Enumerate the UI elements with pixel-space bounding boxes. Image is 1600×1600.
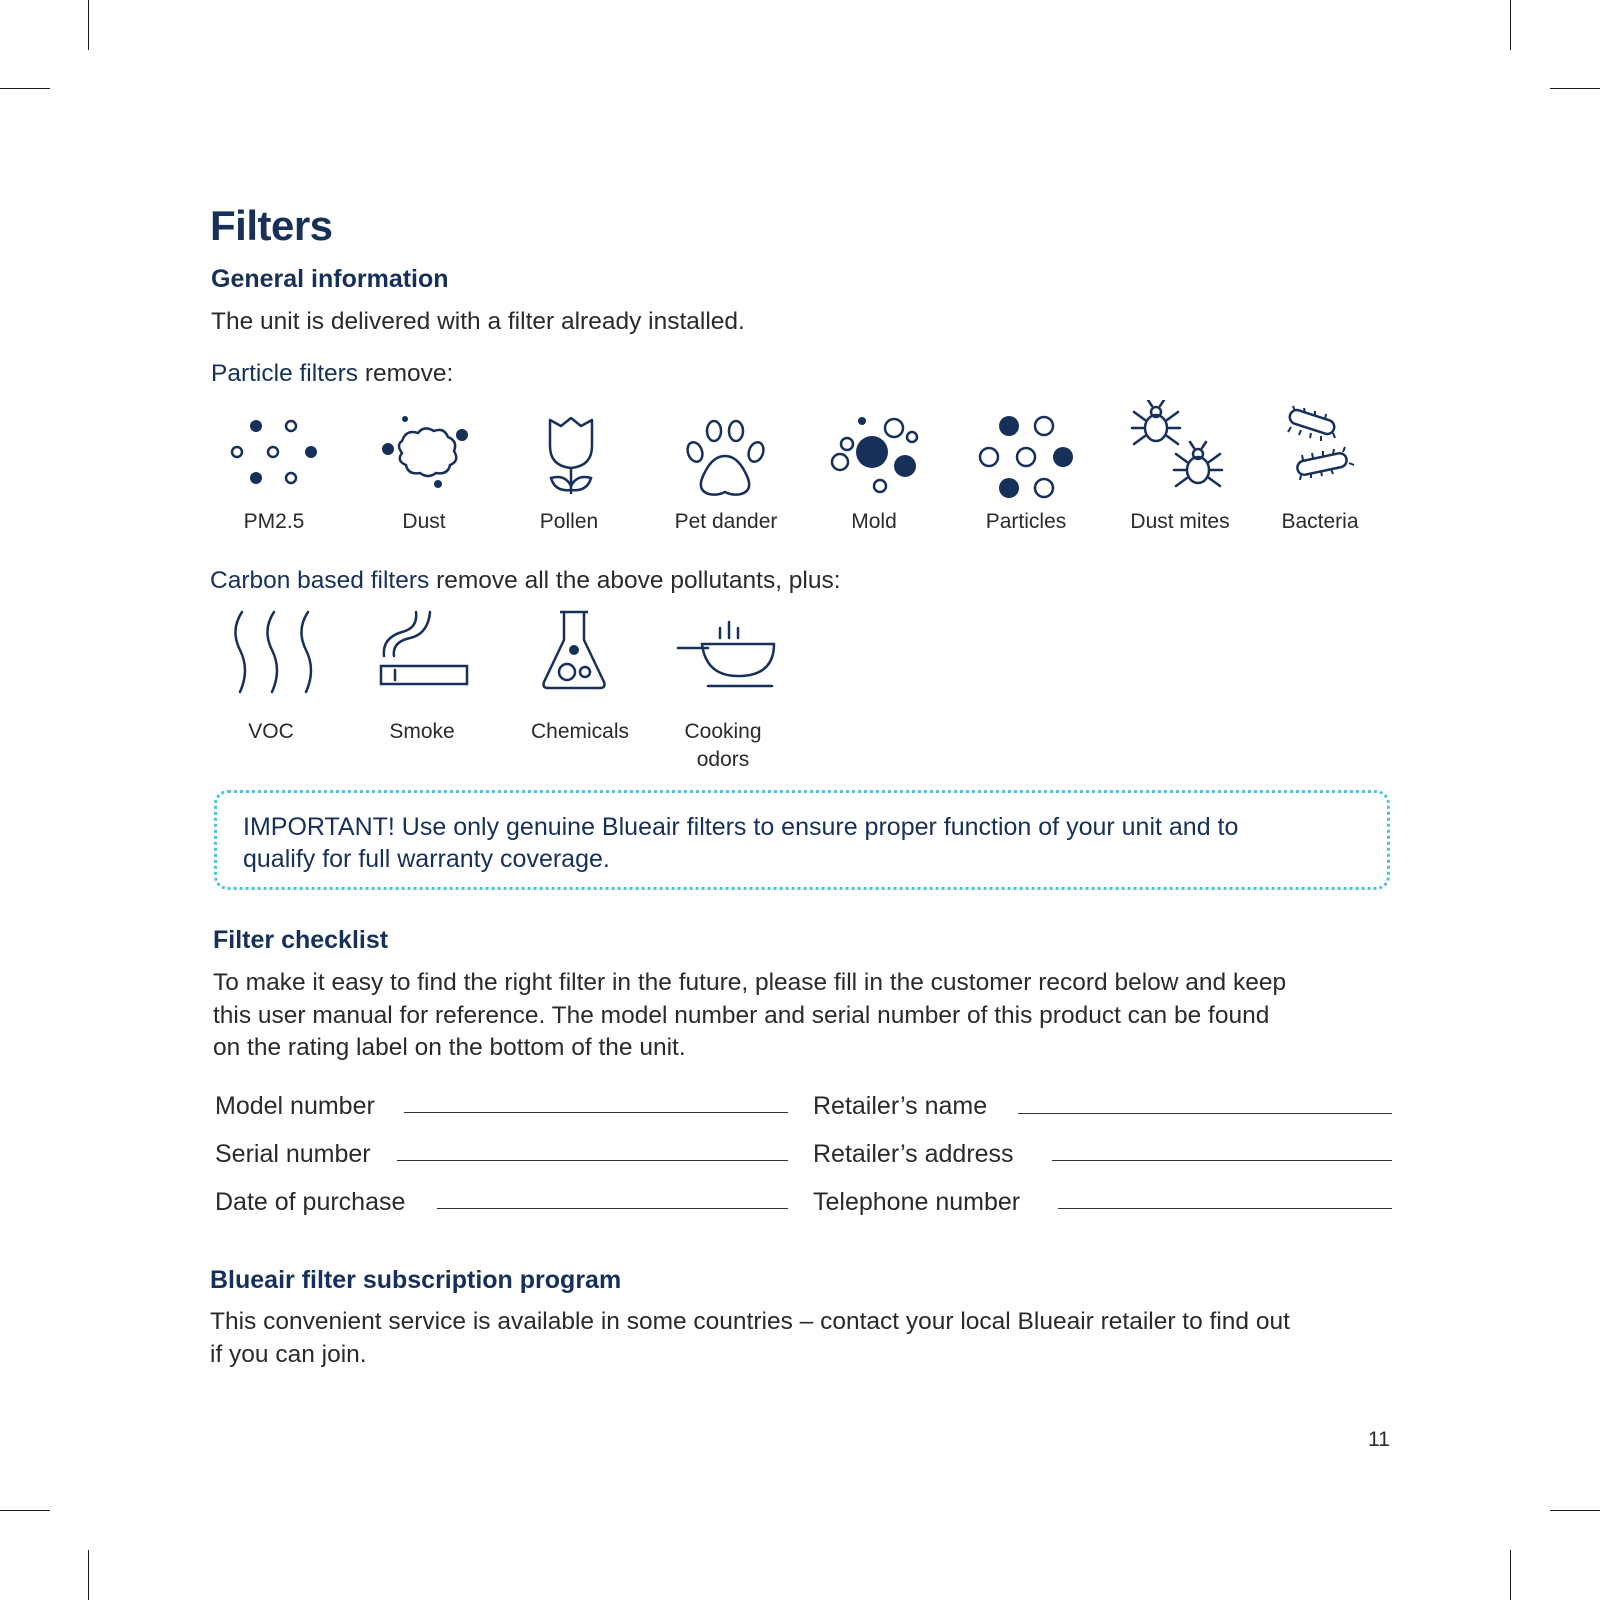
caption-dust-mites: Dust mites bbox=[1130, 510, 1230, 533]
general-heading: General information bbox=[211, 265, 449, 293]
crop-mark bbox=[1550, 88, 1600, 89]
caption-bacteria: Bacteria bbox=[1281, 510, 1359, 533]
caption-cooking-odors bbox=[648, 718, 798, 774]
caption-dust: Dust bbox=[402, 510, 446, 533]
cigarette-icon bbox=[378, 610, 470, 690]
telephone-number-label: Telephone number bbox=[813, 1188, 1021, 1216]
crop-mark bbox=[1510, 0, 1511, 50]
dust-mites-icon bbox=[1130, 400, 1226, 494]
checklist-line3: on the rating label on the bottom of the unit. bbox=[213, 1034, 686, 1061]
voc-icon bbox=[232, 610, 318, 694]
subscription-text bbox=[210, 1306, 1410, 1371]
subscription-heading: Blueair filter subscription program bbox=[210, 1266, 622, 1294]
caption-chemicals: Chemicals bbox=[530, 720, 630, 743]
pollen-icon bbox=[545, 416, 597, 496]
serial-number-label: Serial number bbox=[215, 1140, 371, 1168]
checklist-heading: Filter checklist bbox=[213, 926, 389, 954]
checklist-line1: To make it easy to find the right filter in the future, please fill in the customer record below and keep bbox=[213, 969, 1287, 996]
subscription-line2: if you can join. bbox=[210, 1340, 367, 1368]
date-of-purchase-label: Date of purchase bbox=[215, 1188, 406, 1216]
page-title: Filters bbox=[210, 202, 333, 249]
caption-particles: Particles bbox=[985, 510, 1067, 533]
carbon-lead-rest: remove all the above pollutants, plus: bbox=[429, 567, 841, 594]
date-of-purchase-field[interactable] bbox=[437, 1208, 788, 1209]
page-number: 11 bbox=[1368, 1428, 1390, 1451]
particles-icon bbox=[978, 414, 1076, 500]
carbon-lead bbox=[210, 565, 841, 598]
particle-lead bbox=[211, 358, 453, 391]
crop-mark bbox=[88, 0, 89, 50]
important-line2: qualify for full warranty coverage. bbox=[243, 845, 610, 873]
caption-cooking-line2: odors bbox=[696, 748, 750, 771]
retailer-name-label: Retailer’s name bbox=[813, 1092, 988, 1120]
bacteria-icon bbox=[1283, 405, 1363, 485]
mold-icon bbox=[830, 414, 920, 494]
paw-icon bbox=[685, 418, 767, 498]
caption-mold: Mold bbox=[851, 510, 897, 533]
retailer-address-field[interactable] bbox=[1052, 1160, 1392, 1161]
subscription-line1: This convenient service is available in some countries – contact your local Blueair retailer to find out bbox=[210, 1308, 1290, 1335]
general-text: The unit is delivered with a filter already installed. bbox=[211, 308, 745, 335]
model-number-label: Model number bbox=[215, 1092, 375, 1120]
caption-voc: VOC bbox=[248, 720, 294, 743]
particle-lead-rest: remove: bbox=[358, 360, 454, 387]
caption-pet-dander: Pet dander bbox=[674, 510, 778, 533]
caption-pm25: PM2.5 bbox=[243, 510, 305, 533]
crop-mark bbox=[0, 88, 50, 89]
important-text bbox=[243, 811, 1363, 875]
checklist-line2: this user manual for reference. The model number and serial number of this product can be found bbox=[213, 1001, 1270, 1029]
model-number-field[interactable] bbox=[404, 1112, 788, 1113]
flask-icon bbox=[540, 610, 610, 692]
crop-mark bbox=[1510, 1550, 1511, 1600]
caption-pollen: Pollen bbox=[539, 510, 599, 533]
serial-number-field[interactable] bbox=[397, 1160, 788, 1161]
crop-mark bbox=[0, 1510, 50, 1511]
crop-mark bbox=[1550, 1510, 1600, 1511]
caption-cooking-line1: Cooking bbox=[684, 720, 762, 743]
pm25-icon bbox=[228, 415, 320, 491]
cooking-pan-icon bbox=[676, 620, 776, 690]
checklist-text bbox=[213, 967, 1413, 1065]
dust-icon bbox=[380, 413, 472, 493]
retailer-name-field[interactable] bbox=[1018, 1113, 1392, 1114]
important-notice bbox=[214, 790, 1390, 890]
caption-smoke: Smoke bbox=[389, 720, 455, 743]
carbon-lead-highlight: Carbon based filters bbox=[210, 567, 430, 594]
important-line1: IMPORTANT! Use only genuine Blueair filters to ensure proper function of your unit and to bbox=[243, 813, 1239, 841]
particle-lead-highlight: Particle filters bbox=[211, 360, 359, 387]
retailer-address-label: Retailer’s address bbox=[813, 1140, 1014, 1168]
crop-mark bbox=[88, 1550, 89, 1600]
telephone-number-field[interactable] bbox=[1058, 1208, 1392, 1209]
